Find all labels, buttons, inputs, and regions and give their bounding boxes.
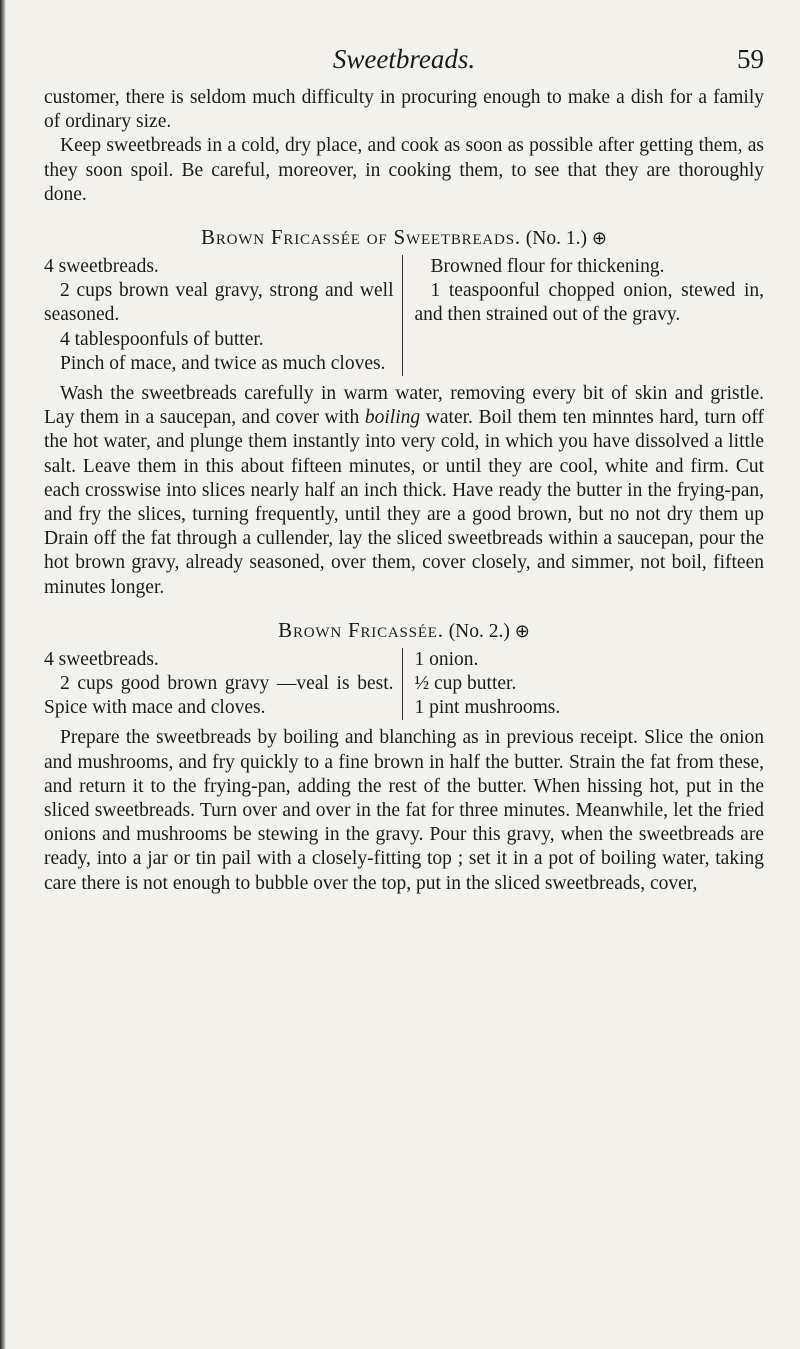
cross-circle-icon: ⊕ xyxy=(591,228,607,249)
recipe-2-heading xyxy=(44,618,764,644)
intro-paragraph-continued: customer, there is seldom much difficulty in procuring enough to make a dish for a family of ordinary size. xyxy=(44,87,764,133)
method-text: Wash the sweetbreads carefully in warm water, removing every bit of skin and gristle. Lay them in a saucepan, and cover with xyxy=(44,383,764,429)
ingredient-item: 4 tablespoonfuls of butter. xyxy=(60,328,264,350)
ingredient-item: 4 sweetbreads. xyxy=(44,256,159,278)
recipe-2-title: Brown Fricassée. xyxy=(278,617,444,642)
book-page xyxy=(44,0,764,896)
recipe-1-heading xyxy=(44,225,764,251)
ingredient-item: Browned flour for thickening. xyxy=(430,256,665,278)
ingredient-item: ½ cup butter. xyxy=(414,673,517,695)
intro-paragraph-storage: Keep sweetbreads in a cold, dry place, and cook as soon as possible after getting them, as they soon spoil. Be careful, moreover, in cooking them, to see that they are thoroughly done. xyxy=(44,135,764,205)
running-title: Sweetbreads. xyxy=(332,44,476,74)
ingredient-item: 1 onion. xyxy=(414,648,479,670)
page-header xyxy=(44,0,764,74)
ingredient-item: 1 teaspoonful chopped onion, stewed in, and then strained out of the gravy. xyxy=(414,280,764,326)
recipe-2-ingredients-right xyxy=(402,648,765,721)
cross-circle-icon: ⊕ xyxy=(514,620,530,641)
recipe-1-ingredients-left xyxy=(44,255,402,376)
ingredient-item: 2 cups good brown gravy —veal is best. Spice with mace and cloves. xyxy=(44,673,394,719)
recipe-1-ingredients-right xyxy=(402,255,765,376)
page-edge xyxy=(0,0,6,1349)
method-emphasis: boiling xyxy=(364,407,421,429)
recipe-1-method xyxy=(44,382,764,600)
recipe-1-number: (No. 1.) xyxy=(525,228,587,250)
method-text: water. Boil them ten minntes hard, turn off the hot water, and plunge them instantly into very cold, in which you have dissolved a little salt. Leave them in this about fifteen minutes, or until they are cool, white and firm. Cut each crosswise into slices nearly half an inch thick. Have ready the butter in the frying-pan, and fry the slices, turning frequently, until they are a good brown, but no not dry them up Drain off the fat through a cullender, lay the sliced sweetbreads within a saucepan, pour the hot brown gravy, already seasoned, over them, cover closely, and simmer, not boil, fifteen minutes longer. xyxy=(44,407,764,598)
ingredient-item: 2 cups brown veal gravy, strong and well seasoned. xyxy=(44,280,394,326)
ingredient-item: 1 pint mushrooms. xyxy=(414,697,561,719)
recipe-2-ingredients-left xyxy=(44,648,402,721)
recipe-1-title: Brown Fricassée of Sweetbreads. xyxy=(201,225,521,250)
recipe-2-number: (No. 2.) xyxy=(448,620,510,642)
recipe-1-ingredients xyxy=(44,255,764,376)
page-number: 59 xyxy=(737,44,764,74)
recipe-2-method: Prepare the sweetbreads by boiling and blanching as in previous receipt. Slice the onion and mushrooms, and fry quickly to a fine brown in half the butter. Strain the fat from these, and return it to the frying-pan, adding the rest of the butter. When hissing hot, put in the sliced sweetbreads. Turn over and over in the fat for three minutes. Meanwhile, let the fried onions and mushrooms be stewing in the gravy. Pour this gravy, when the sweetbreads are ready, into a jar or tin pail with a closely-fitting top ; set it in a pot of boiling water, taking care there is not enough to bubble over the top, put in the sliced sweetbreads, cover, xyxy=(44,727,764,894)
recipe-2-ingredients xyxy=(44,648,764,721)
ingredient-item: Pinch of mace, and twice as much cloves. xyxy=(60,352,386,374)
ingredient-item: 4 sweetbreads. xyxy=(44,648,159,670)
